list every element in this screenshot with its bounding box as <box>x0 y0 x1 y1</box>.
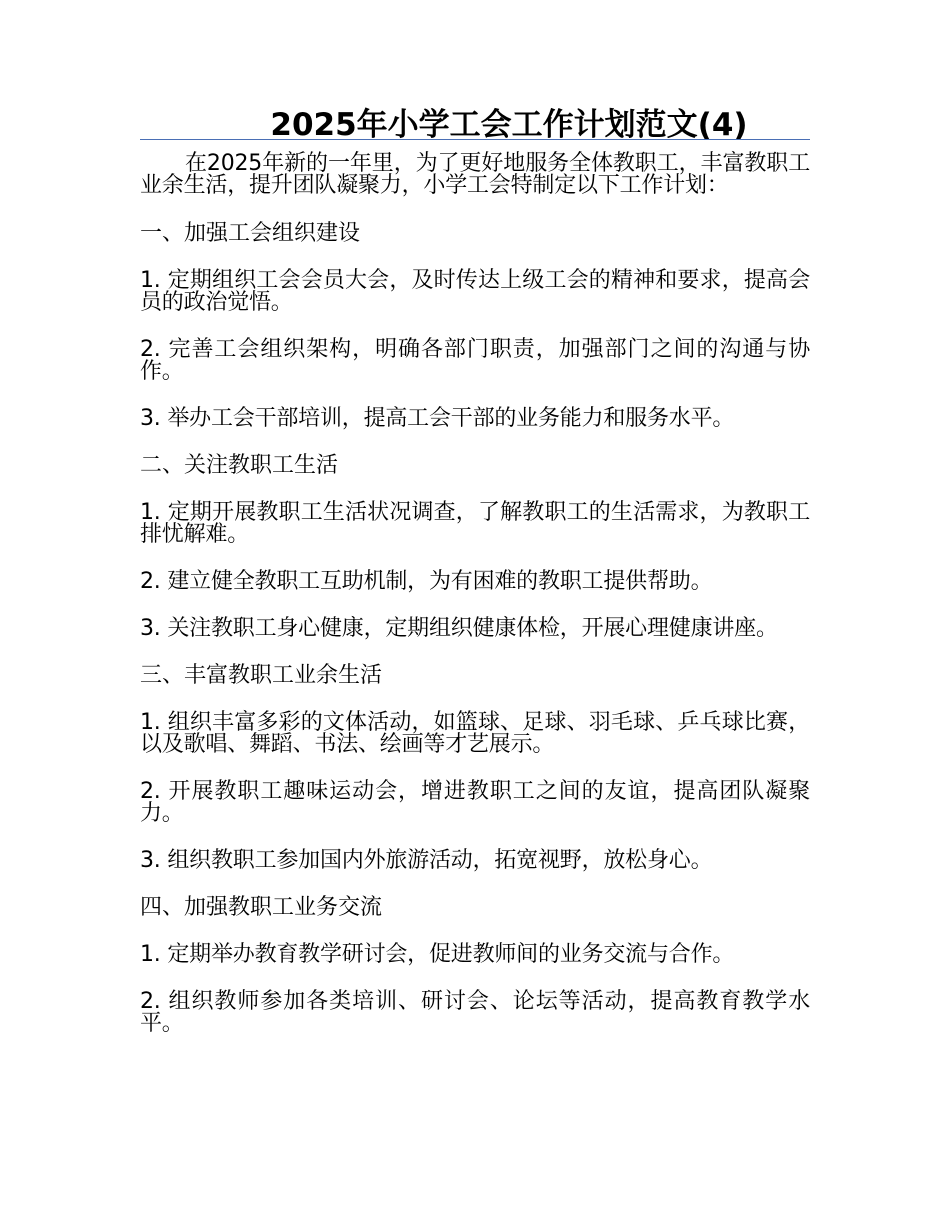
document-title: 2025年小学工会工作计划范文(4) <box>270 107 748 143</box>
section-3-item-1: 1. 组织丰富多彩的文体活动，如篮球、足球、羽毛球、乒乓球比赛，以及歌唱、舞蹈、书法、绘画等才艺展示。 <box>140 710 810 757</box>
document-body <box>140 153 810 1060</box>
section-3-item-2: 2. 开展教职工趣味运动会，增进教职工之间的友谊，提高团队凝聚力。 <box>140 779 810 826</box>
section-1-item-3: 3. 举办工会干部培训，提高工会干部的业务能力和服务水平。 <box>140 406 735 431</box>
title-underline <box>140 139 810 140</box>
section-1-item-1: 1. 定期组织工会会员大会，及时传达上级工会的精神和要求，提高会员的政治觉悟。 <box>140 268 810 315</box>
section-3-item-3: 3. 组织教职工参加国内外旅游活动，拓宽视野，放松身心。 <box>140 848 713 873</box>
section-4-item-2: 2. 组织教师参加各类培训、研讨会、论坛等活动，提高教育教学水平。 <box>140 989 810 1036</box>
section-2-item-1: 1. 定期开展教职工生活状况调查，了解教职工的生活需求，为教职工排忧解难。 <box>140 500 810 547</box>
section-4-item-1: 1. 定期举办教育教学研讨会，促进教师间的业务交流与合作。 <box>140 942 735 967</box>
section-heading-1: 一、加强工会组织建设 <box>140 221 361 246</box>
section-2-item-2: 2. 建立健全教职工互助机制，为有困难的教职工提供帮助。 <box>140 569 713 594</box>
section-heading-3: 三、丰富教职工业余生活 <box>140 663 383 688</box>
section-2-item-3: 3. 关注教职工身心健康，定期组织健康体检，开展心理健康讲座。 <box>140 616 778 641</box>
section-heading-2: 二、关注教职工生活 <box>140 453 339 478</box>
section-1-item-2: 2. 完善工会组织架构，明确各部门职责，加强部门之间的沟通与协作。 <box>140 337 810 384</box>
intro-paragraph: 在2025年新的一年里，为了更好地服务全体教职工，丰富教职工业余生活，提升团队凝聚力，小学工会特制定以下工作计划： <box>140 151 810 198</box>
section-heading-4: 四、加强教职工业务交流 <box>140 895 383 920</box>
